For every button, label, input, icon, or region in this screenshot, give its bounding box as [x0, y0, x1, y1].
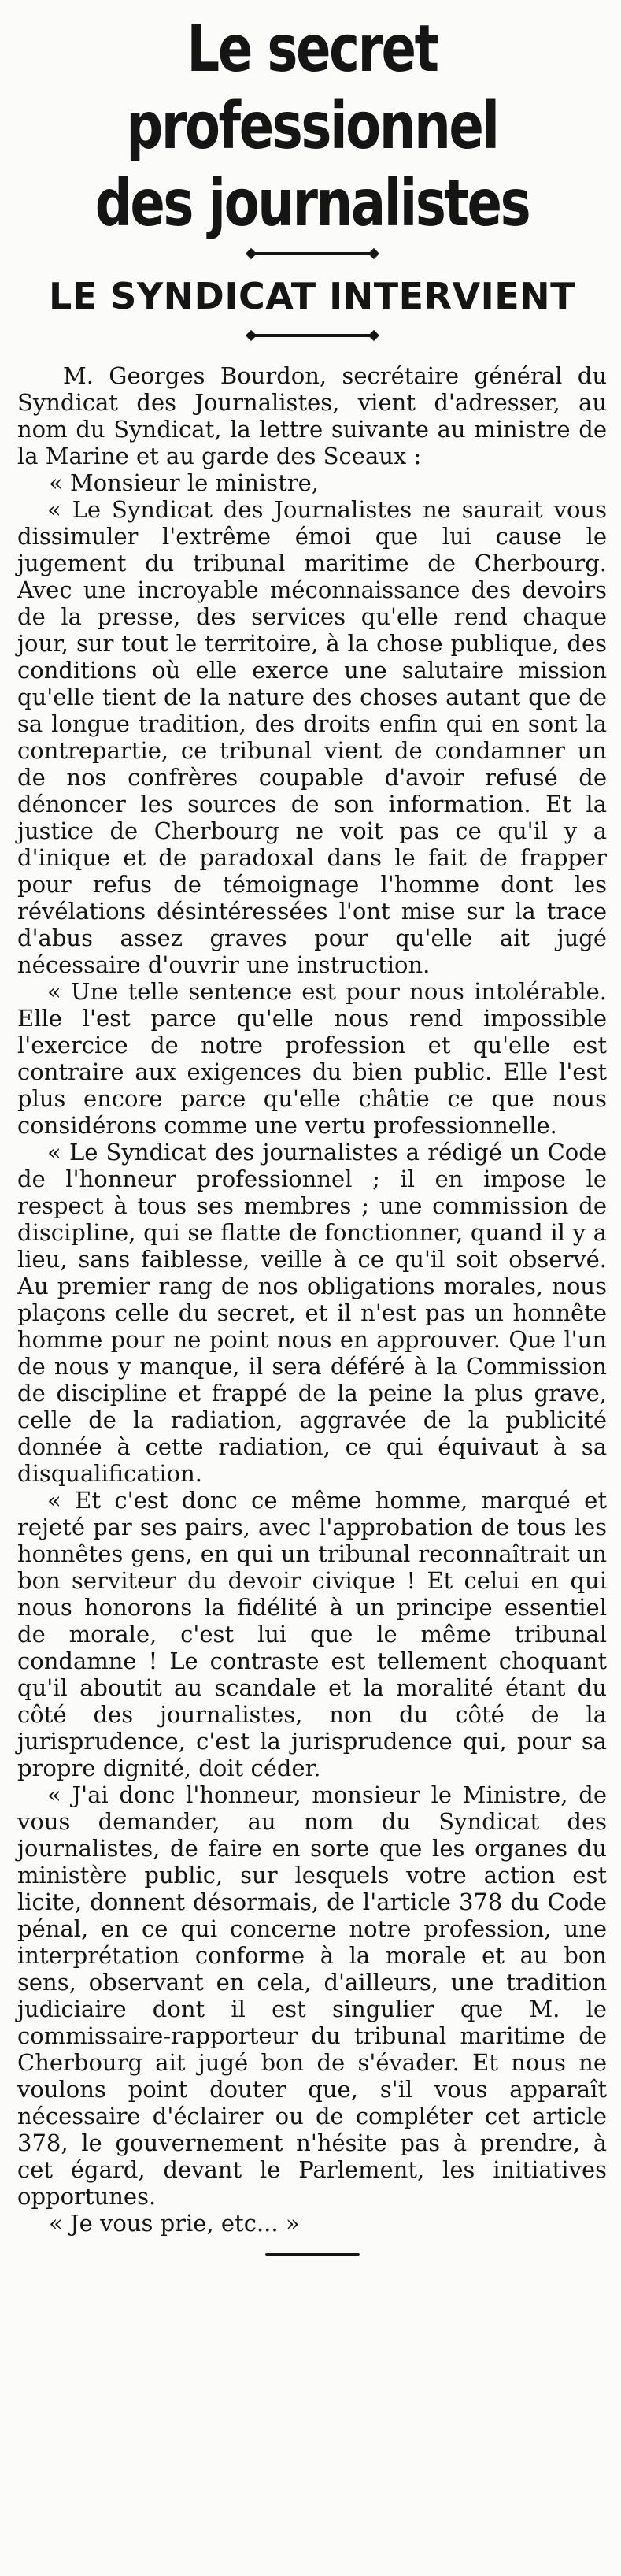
top-divider — [17, 243, 607, 263]
letter-paragraph-4: « Et c'est donc ce même homme, marqué et rejeté par ses pairs, avec l'approbation de tous les honnêtes gens, en qui un tribunal reconnaîtrait un bon serviteur du devoir civique ! Et celui en qui nous honorons la fidélité à un principe essentiel de morale, c'est lui que le même tribunal condamne ! Le contraste est tellement choquant qu'il aboutit au scandale et la moralité étant du côté des journalistes, non du côté de la jurisprudence, c'est la jurisprudence qui, pour sa propre dignité, doit céder. — [17, 1487, 607, 1781]
salutation: « Monsieur le ministre, — [49, 469, 320, 496]
letter-paragraph-1: « Le Syndicat des Journalistes ne saurait vous dissimuler l'extrême émoi que lui cause le jugement du tribunal maritime de Cherbourg. Avec une incroyable méconnaissance des devoirs de la presse, des services qu'elle rend chaque jour, sur tout le territoire, à la chose publique, des conditions où elle exerce une salutaire mission qu'elle tient de la nature des choses autant que de sa longue tradition, des droits enfin qui en sont la contrepartie, ce tribunal vient de condamner un de nos confrères coupable d'avoir refusé de dénoncer les sources de son information. Et la justice de Cherbourg ne voit pas ce qu'il y a d'inique et de paradoxal dans le fait de frapper pour refus de témoignage l'homme dont les révélations désintéressées l'ont mise sur la trace d'abus assez graves pour qu'elle ait jugé nécessaire d'ouvrir une instruction. — [17, 496, 607, 978]
letter-paragraph-2: « Une telle sentence est pour nous intolérable. Elle l'est parce qu'elle nous rend impossible l'exercice de notre profession et qu'elle est contraire aux exigences du bien public. Elle l'est plus encore parce qu'elle châtie ce que nous considérons comme une vertu professionnelle. — [17, 978, 607, 1139]
divider-rule — [253, 252, 371, 255]
divider-rule — [253, 334, 371, 337]
letter-paragraph-3: « Le Syndicat des journalistes a rédigé un Code de l'honneur professionnel ; il en impose le respect à tous ses membres ; une commission de discipline, qui se flatte de fonctionner, quand il y a lieu, sans faiblesse, veille à ce qu'il soit observé. Au premier rang de nos obligations morales, nous plaçons celle du secret, et il n'est pas un honnête homme pour ne point nous en approuver. Que l'un de nous y manque, il sera déféré à la Commission de discipline et frappé de la peine la plus grave, celle de la radiation, aggravée de la publicité donnée à cette radiation, ce qui équivaut à sa disqualification. — [17, 1139, 607, 1487]
headline: Le secret professionnel des journalistes — [94, 12, 530, 241]
end-ornament — [17, 2244, 607, 2259]
ornament-rule — [265, 2253, 360, 2256]
letter-paragraph-5: « J'ai donc l'honneur, monsieur le Ministre, de vous demander, au nom du Syndicat des journalistes, de faire en sorte que les organes du ministère public, sur lesquels votre action est licite, donnent désormais, de l'article 378 du Code pénal, en ce qui concerne notre profession, une interprétation conforme à la morale et au bon sens, observant en cela, d'ailleurs, une tradition judiciaire dont il est singulier que M. le commissaire-rapporteur du tribunal maritime de Cherbourg ait jugé bon de s'évader. Et nous ne voulons point douter que, s'il vous apparaît nécessaire d'éclairer ou de compléter cet article 378, le gouvernement n'hésite pas à prendre, à cet égard, devant le Parlement, les initiatives opportunes. — [17, 1781, 607, 2210]
subheadline: LE SYNDICAT INTERVIENT — [48, 275, 575, 317]
bottom-divider — [17, 324, 607, 351]
lead-paragraph: M. Georges Bourdon, secrétaire général du Syndicat des Journalistes, vient d'adresser, au nom du Syndicat, la lettre suivante au ministre de la Marine et au garde des Sceaux : — [17, 362, 607, 469]
article-body — [17, 362, 607, 2237]
closing-line: « Je vous prie, etc... » — [49, 2210, 300, 2237]
